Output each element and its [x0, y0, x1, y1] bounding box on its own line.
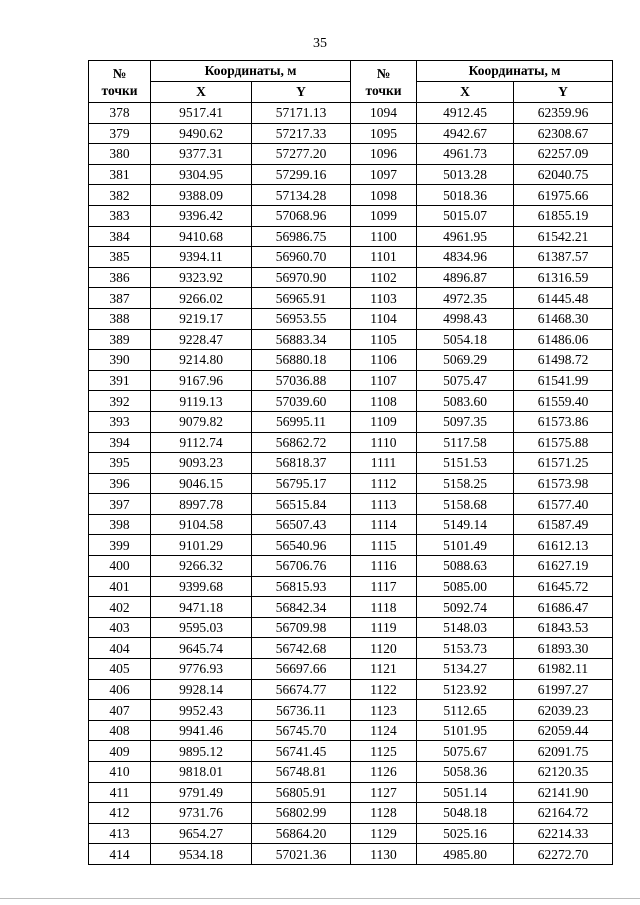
- x-value-left: 9266.02: [151, 288, 252, 309]
- table-row: [89, 432, 613, 453]
- point-number-right: 1112: [351, 473, 417, 494]
- x-value-right: 5117.58: [417, 432, 514, 453]
- x-value-left: 9396.42: [151, 205, 252, 226]
- table-row: [89, 123, 613, 144]
- page-number: 35: [313, 36, 327, 51]
- table-row: [89, 267, 613, 288]
- x-value-right: 4961.95: [417, 226, 514, 247]
- y-value-right: 61486.06: [514, 329, 613, 350]
- table-row: [89, 144, 613, 165]
- point-number-left: 398: [89, 514, 151, 535]
- table-row: [89, 700, 613, 721]
- table-row: [89, 453, 613, 474]
- point-number-left: 396: [89, 473, 151, 494]
- y-value-left: 56864.20: [252, 823, 351, 844]
- point-number-left: 392: [89, 391, 151, 412]
- x-value-left: 9399.68: [151, 576, 252, 597]
- y-value-left: 57134.28: [252, 185, 351, 206]
- x-value-right: 5075.47: [417, 370, 514, 391]
- point-number-right: 1129: [351, 823, 417, 844]
- y-value-right: 62359.96: [514, 103, 613, 124]
- point-number-left: 378: [89, 103, 151, 124]
- point-number-right: 1124: [351, 720, 417, 741]
- x-value-left: 9388.09: [151, 185, 252, 206]
- x-value-left: 9228.47: [151, 329, 252, 350]
- point-number-right: 1103: [351, 288, 417, 309]
- y-value-right: 61571.25: [514, 453, 613, 474]
- x-value-right: 5153.73: [417, 638, 514, 659]
- table-body: [89, 103, 613, 865]
- x-value-right: 4912.45: [417, 103, 514, 124]
- x-value-right: 5123.92: [417, 679, 514, 700]
- point-number-left: 386: [89, 267, 151, 288]
- x-value-left: 9046.15: [151, 473, 252, 494]
- x-value-left: 9776.93: [151, 659, 252, 680]
- y-value-left: 56515.84: [252, 494, 351, 515]
- y-value-left: 57021.36: [252, 844, 351, 865]
- point-number-right: 1113: [351, 494, 417, 515]
- x-value-left: 9818.01: [151, 762, 252, 783]
- y-value-left: 57068.96: [252, 205, 351, 226]
- point-number-right: 1099: [351, 205, 417, 226]
- y-value-left: 56745.70: [252, 720, 351, 741]
- table-row: [89, 782, 613, 803]
- y-value-left: 56883.34: [252, 329, 351, 350]
- point-number-left: 406: [89, 679, 151, 700]
- y-value-left: 56697.66: [252, 659, 351, 680]
- y-value-left: 56795.17: [252, 473, 351, 494]
- y-value-right: 61445.48: [514, 288, 613, 309]
- x-value-left: 9377.31: [151, 144, 252, 165]
- x-value-right: 4896.87: [417, 267, 514, 288]
- y-value-left: 56965.91: [252, 288, 351, 309]
- y-value-right: 61975.66: [514, 185, 613, 206]
- point-number-left: 405: [89, 659, 151, 680]
- point-number-left: 413: [89, 823, 151, 844]
- point-number-left: 404: [89, 638, 151, 659]
- table-row: [89, 679, 613, 700]
- point-number-right: 1106: [351, 350, 417, 371]
- point-number-left: 401: [89, 576, 151, 597]
- point-number-header-left: [89, 61, 151, 103]
- table-row: [89, 350, 613, 371]
- y-value-right: 61855.19: [514, 205, 613, 226]
- y-value-right: 61843.53: [514, 617, 613, 638]
- point-number-left: 399: [89, 535, 151, 556]
- x-value-left: 9101.29: [151, 535, 252, 556]
- table-row: [89, 185, 613, 206]
- y-value-right: 61573.98: [514, 473, 613, 494]
- y-value-right: 62039.23: [514, 700, 613, 721]
- x-value-left: 9645.74: [151, 638, 252, 659]
- table-row: [89, 391, 613, 412]
- point-number-left: 403: [89, 617, 151, 638]
- point-number-right: 1102: [351, 267, 417, 288]
- x-value-left: 9941.46: [151, 720, 252, 741]
- x-value-left: 9266.32: [151, 556, 252, 577]
- y-value-right: 62308.67: [514, 123, 613, 144]
- point-number-right: 1101: [351, 247, 417, 268]
- point-number-symbol: №: [376, 65, 391, 81]
- point-number-left: 383: [89, 205, 151, 226]
- y-value-left: 56540.96: [252, 535, 351, 556]
- point-number-right: 1095: [351, 123, 417, 144]
- y-value-left: 56818.37: [252, 453, 351, 474]
- x-value-left: 9167.96: [151, 370, 252, 391]
- y-value-left: 57171.13: [252, 103, 351, 124]
- x-header-left: X: [151, 82, 252, 103]
- point-number-right: 1126: [351, 762, 417, 783]
- x-value-left: 9471.18: [151, 597, 252, 618]
- table-row: [89, 720, 613, 741]
- y-value-left: 56995.11: [252, 411, 351, 432]
- point-number-symbol: №: [112, 65, 127, 81]
- x-value-left: 9791.49: [151, 782, 252, 803]
- table-row: [89, 226, 613, 247]
- y-header-right: Y: [514, 82, 613, 103]
- point-number-right: 1097: [351, 164, 417, 185]
- x-value-right: 5085.00: [417, 576, 514, 597]
- y-value-right: 61997.27: [514, 679, 613, 700]
- y-value-left: 56815.93: [252, 576, 351, 597]
- point-number-right: 1105: [351, 329, 417, 350]
- x-value-right: 5092.74: [417, 597, 514, 618]
- point-number-left: 382: [89, 185, 151, 206]
- point-number-right: 1107: [351, 370, 417, 391]
- point-number-right: 1122: [351, 679, 417, 700]
- y-value-left: 56842.34: [252, 597, 351, 618]
- y-value-right: 61387.57: [514, 247, 613, 268]
- x-value-right: 5069.29: [417, 350, 514, 371]
- x-value-right: 5013.28: [417, 164, 514, 185]
- point-number-right: 1128: [351, 803, 417, 824]
- y-value-left: 56805.91: [252, 782, 351, 803]
- y-value-right: 61587.49: [514, 514, 613, 535]
- y-value-right: 61577.40: [514, 494, 613, 515]
- y-value-right: 61982.11: [514, 659, 613, 680]
- y-value-left: 56748.81: [252, 762, 351, 783]
- y-value-right: 61468.30: [514, 308, 613, 329]
- x-value-right: 5051.14: [417, 782, 514, 803]
- point-number-right: 1100: [351, 226, 417, 247]
- y-value-left: 57299.16: [252, 164, 351, 185]
- table-row: [89, 473, 613, 494]
- y-value-right: 61573.86: [514, 411, 613, 432]
- x-value-right: 5075.67: [417, 741, 514, 762]
- point-number-word: точки: [365, 82, 402, 98]
- table-row: [89, 288, 613, 309]
- y-value-left: 56674.77: [252, 679, 351, 700]
- x-value-right: 5097.35: [417, 411, 514, 432]
- point-number-left: 380: [89, 144, 151, 165]
- x-value-left: 9928.14: [151, 679, 252, 700]
- y-value-left: 56862.72: [252, 432, 351, 453]
- y-value-left: 56709.98: [252, 617, 351, 638]
- x-value-right: 5151.53: [417, 453, 514, 474]
- y-value-right: 62164.72: [514, 803, 613, 824]
- point-number-right: 1104: [351, 308, 417, 329]
- table-row: [89, 494, 613, 515]
- x-value-right: 4985.80: [417, 844, 514, 865]
- y-value-left: 56986.75: [252, 226, 351, 247]
- x-value-left: 9079.82: [151, 411, 252, 432]
- table-row: [89, 411, 613, 432]
- table-row: [89, 762, 613, 783]
- x-value-left: 9410.68: [151, 226, 252, 247]
- x-value-right: 5054.18: [417, 329, 514, 350]
- y-value-right: 62120.35: [514, 762, 613, 783]
- point-number-right: 1119: [351, 617, 417, 638]
- x-value-left: 9731.76: [151, 803, 252, 824]
- table-row: [89, 370, 613, 391]
- y-value-left: 56706.76: [252, 556, 351, 577]
- x-value-left: 9517.41: [151, 103, 252, 124]
- y-value-left: 57039.60: [252, 391, 351, 412]
- point-number-right: 1123: [351, 700, 417, 721]
- coordinates-header-left: Координаты, м: [151, 61, 351, 82]
- x-value-left: 9952.43: [151, 700, 252, 721]
- y-value-right: 61627.19: [514, 556, 613, 577]
- y-value-left: 56742.68: [252, 638, 351, 659]
- y-value-right: 62040.75: [514, 164, 613, 185]
- y-value-left: 57036.88: [252, 370, 351, 391]
- point-number-left: 393: [89, 411, 151, 432]
- y-value-left: 56960.70: [252, 247, 351, 268]
- point-number-right: 1115: [351, 535, 417, 556]
- point-number-right: 1108: [351, 391, 417, 412]
- point-number-left: 414: [89, 844, 151, 865]
- x-value-left: 9595.03: [151, 617, 252, 638]
- table-row: [89, 844, 613, 865]
- point-number-left: 397: [89, 494, 151, 515]
- y-value-left: 56953.55: [252, 308, 351, 329]
- y-value-left: 56970.90: [252, 267, 351, 288]
- x-value-right: 5058.36: [417, 762, 514, 783]
- x-value-right: 4972.35: [417, 288, 514, 309]
- x-value-left: 9093.23: [151, 453, 252, 474]
- point-number-left: 388: [89, 308, 151, 329]
- x-value-right: 5083.60: [417, 391, 514, 412]
- x-value-right: 5015.07: [417, 205, 514, 226]
- point-number-left: 409: [89, 741, 151, 762]
- x-value-right: 5112.65: [417, 700, 514, 721]
- y-value-left: 56802.99: [252, 803, 351, 824]
- point-number-left: 411: [89, 782, 151, 803]
- table-header-row-1: [89, 61, 613, 82]
- y-value-right: 61686.47: [514, 597, 613, 618]
- table-row: [89, 329, 613, 350]
- x-value-right: 5101.49: [417, 535, 514, 556]
- point-number-left: 410: [89, 762, 151, 783]
- table-row: [89, 617, 613, 638]
- point-number-right: 1094: [351, 103, 417, 124]
- table-row: [89, 308, 613, 329]
- x-value-left: 9104.58: [151, 514, 252, 535]
- coordinates-table: [88, 60, 613, 865]
- y-header-left: Y: [252, 82, 351, 103]
- x-value-left: 9394.11: [151, 247, 252, 268]
- table-row: [89, 803, 613, 824]
- x-value-left: 9219.17: [151, 308, 252, 329]
- point-number-right: 1109: [351, 411, 417, 432]
- table-row: [89, 576, 613, 597]
- point-number-left: 387: [89, 288, 151, 309]
- x-value-left: 8997.78: [151, 494, 252, 515]
- point-number-right: 1127: [351, 782, 417, 803]
- point-number-left: 379: [89, 123, 151, 144]
- x-value-left: 9112.74: [151, 432, 252, 453]
- point-number-left: 391: [89, 370, 151, 391]
- table-row: [89, 741, 613, 762]
- x-value-right: 5134.27: [417, 659, 514, 680]
- point-number-left: 394: [89, 432, 151, 453]
- y-value-right: 61559.40: [514, 391, 613, 412]
- table-row: [89, 556, 613, 577]
- y-value-right: 61575.88: [514, 432, 613, 453]
- x-value-left: 9119.13: [151, 391, 252, 412]
- x-value-right: 4834.96: [417, 247, 514, 268]
- point-number-left: 400: [89, 556, 151, 577]
- point-number-right: 1130: [351, 844, 417, 865]
- y-value-left: 56736.11: [252, 700, 351, 721]
- point-number-left: 389: [89, 329, 151, 350]
- table-row: [89, 535, 613, 556]
- point-number-left: 412: [89, 803, 151, 824]
- point-number-right: 1111: [351, 453, 417, 474]
- point-number-right: 1125: [351, 741, 417, 762]
- y-value-right: 61498.72: [514, 350, 613, 371]
- point-number-right: 1110: [351, 432, 417, 453]
- point-number-left: 407: [89, 700, 151, 721]
- point-number-right: 1118: [351, 597, 417, 618]
- point-number-word: точки: [101, 82, 138, 98]
- y-value-left: 56880.18: [252, 350, 351, 371]
- x-value-right: 5101.95: [417, 720, 514, 741]
- table-row: [89, 205, 613, 226]
- x-value-right: 5158.68: [417, 494, 514, 515]
- x-value-left: 9895.12: [151, 741, 252, 762]
- table-row: [89, 597, 613, 618]
- x-value-right: 5025.16: [417, 823, 514, 844]
- y-value-right: 62091.75: [514, 741, 613, 762]
- y-value-right: 61542.21: [514, 226, 613, 247]
- x-value-left: 9654.27: [151, 823, 252, 844]
- y-value-right: 62214.33: [514, 823, 613, 844]
- x-header-right: X: [417, 82, 514, 103]
- point-number-left: 381: [89, 164, 151, 185]
- point-number-right: 1096: [351, 144, 417, 165]
- table-row: [89, 164, 613, 185]
- point-number-left: 402: [89, 597, 151, 618]
- table-row: [89, 659, 613, 680]
- x-value-right: 5088.63: [417, 556, 514, 577]
- y-value-left: 56507.43: [252, 514, 351, 535]
- page-bottom-edge: [0, 898, 640, 899]
- point-number-left: 385: [89, 247, 151, 268]
- point-number-left: 384: [89, 226, 151, 247]
- y-value-right: 62257.09: [514, 144, 613, 165]
- table-row: [89, 638, 613, 659]
- x-value-right: 4961.73: [417, 144, 514, 165]
- y-value-right: 61316.59: [514, 267, 613, 288]
- y-value-left: 57277.20: [252, 144, 351, 165]
- point-number-right: 1117: [351, 576, 417, 597]
- table-row: [89, 247, 613, 268]
- x-value-right: 5149.14: [417, 514, 514, 535]
- y-value-right: 62059.44: [514, 720, 613, 741]
- point-number-right: 1098: [351, 185, 417, 206]
- table-row: [89, 823, 613, 844]
- x-value-left: 9534.18: [151, 844, 252, 865]
- y-value-left: 56741.45: [252, 741, 351, 762]
- x-value-left: 9214.80: [151, 350, 252, 371]
- table-row: [89, 103, 613, 124]
- point-number-right: 1120: [351, 638, 417, 659]
- point-number-right: 1114: [351, 514, 417, 535]
- y-value-right: 62272.70: [514, 844, 613, 865]
- y-value-right: 61645.72: [514, 576, 613, 597]
- point-number-right: 1116: [351, 556, 417, 577]
- x-value-right: 4998.43: [417, 308, 514, 329]
- y-value-right: 61612.13: [514, 535, 613, 556]
- point-number-left: 395: [89, 453, 151, 474]
- point-number-header-right: [351, 61, 417, 103]
- x-value-right: 5048.18: [417, 803, 514, 824]
- x-value-right: 4942.67: [417, 123, 514, 144]
- x-value-left: 9304.95: [151, 164, 252, 185]
- point-number-right: 1121: [351, 659, 417, 680]
- x-value-right: 5148.03: [417, 617, 514, 638]
- y-value-right: 61541.99: [514, 370, 613, 391]
- y-value-right: 62141.90: [514, 782, 613, 803]
- coordinates-header-right: Координаты, м: [417, 61, 613, 82]
- x-value-left: 9323.92: [151, 267, 252, 288]
- x-value-right: 5018.36: [417, 185, 514, 206]
- point-number-left: 390: [89, 350, 151, 371]
- table-row: [89, 514, 613, 535]
- point-number-left: 408: [89, 720, 151, 741]
- x-value-right: 5158.25: [417, 473, 514, 494]
- y-value-right: 61893.30: [514, 638, 613, 659]
- x-value-left: 9490.62: [151, 123, 252, 144]
- y-value-left: 57217.33: [252, 123, 351, 144]
